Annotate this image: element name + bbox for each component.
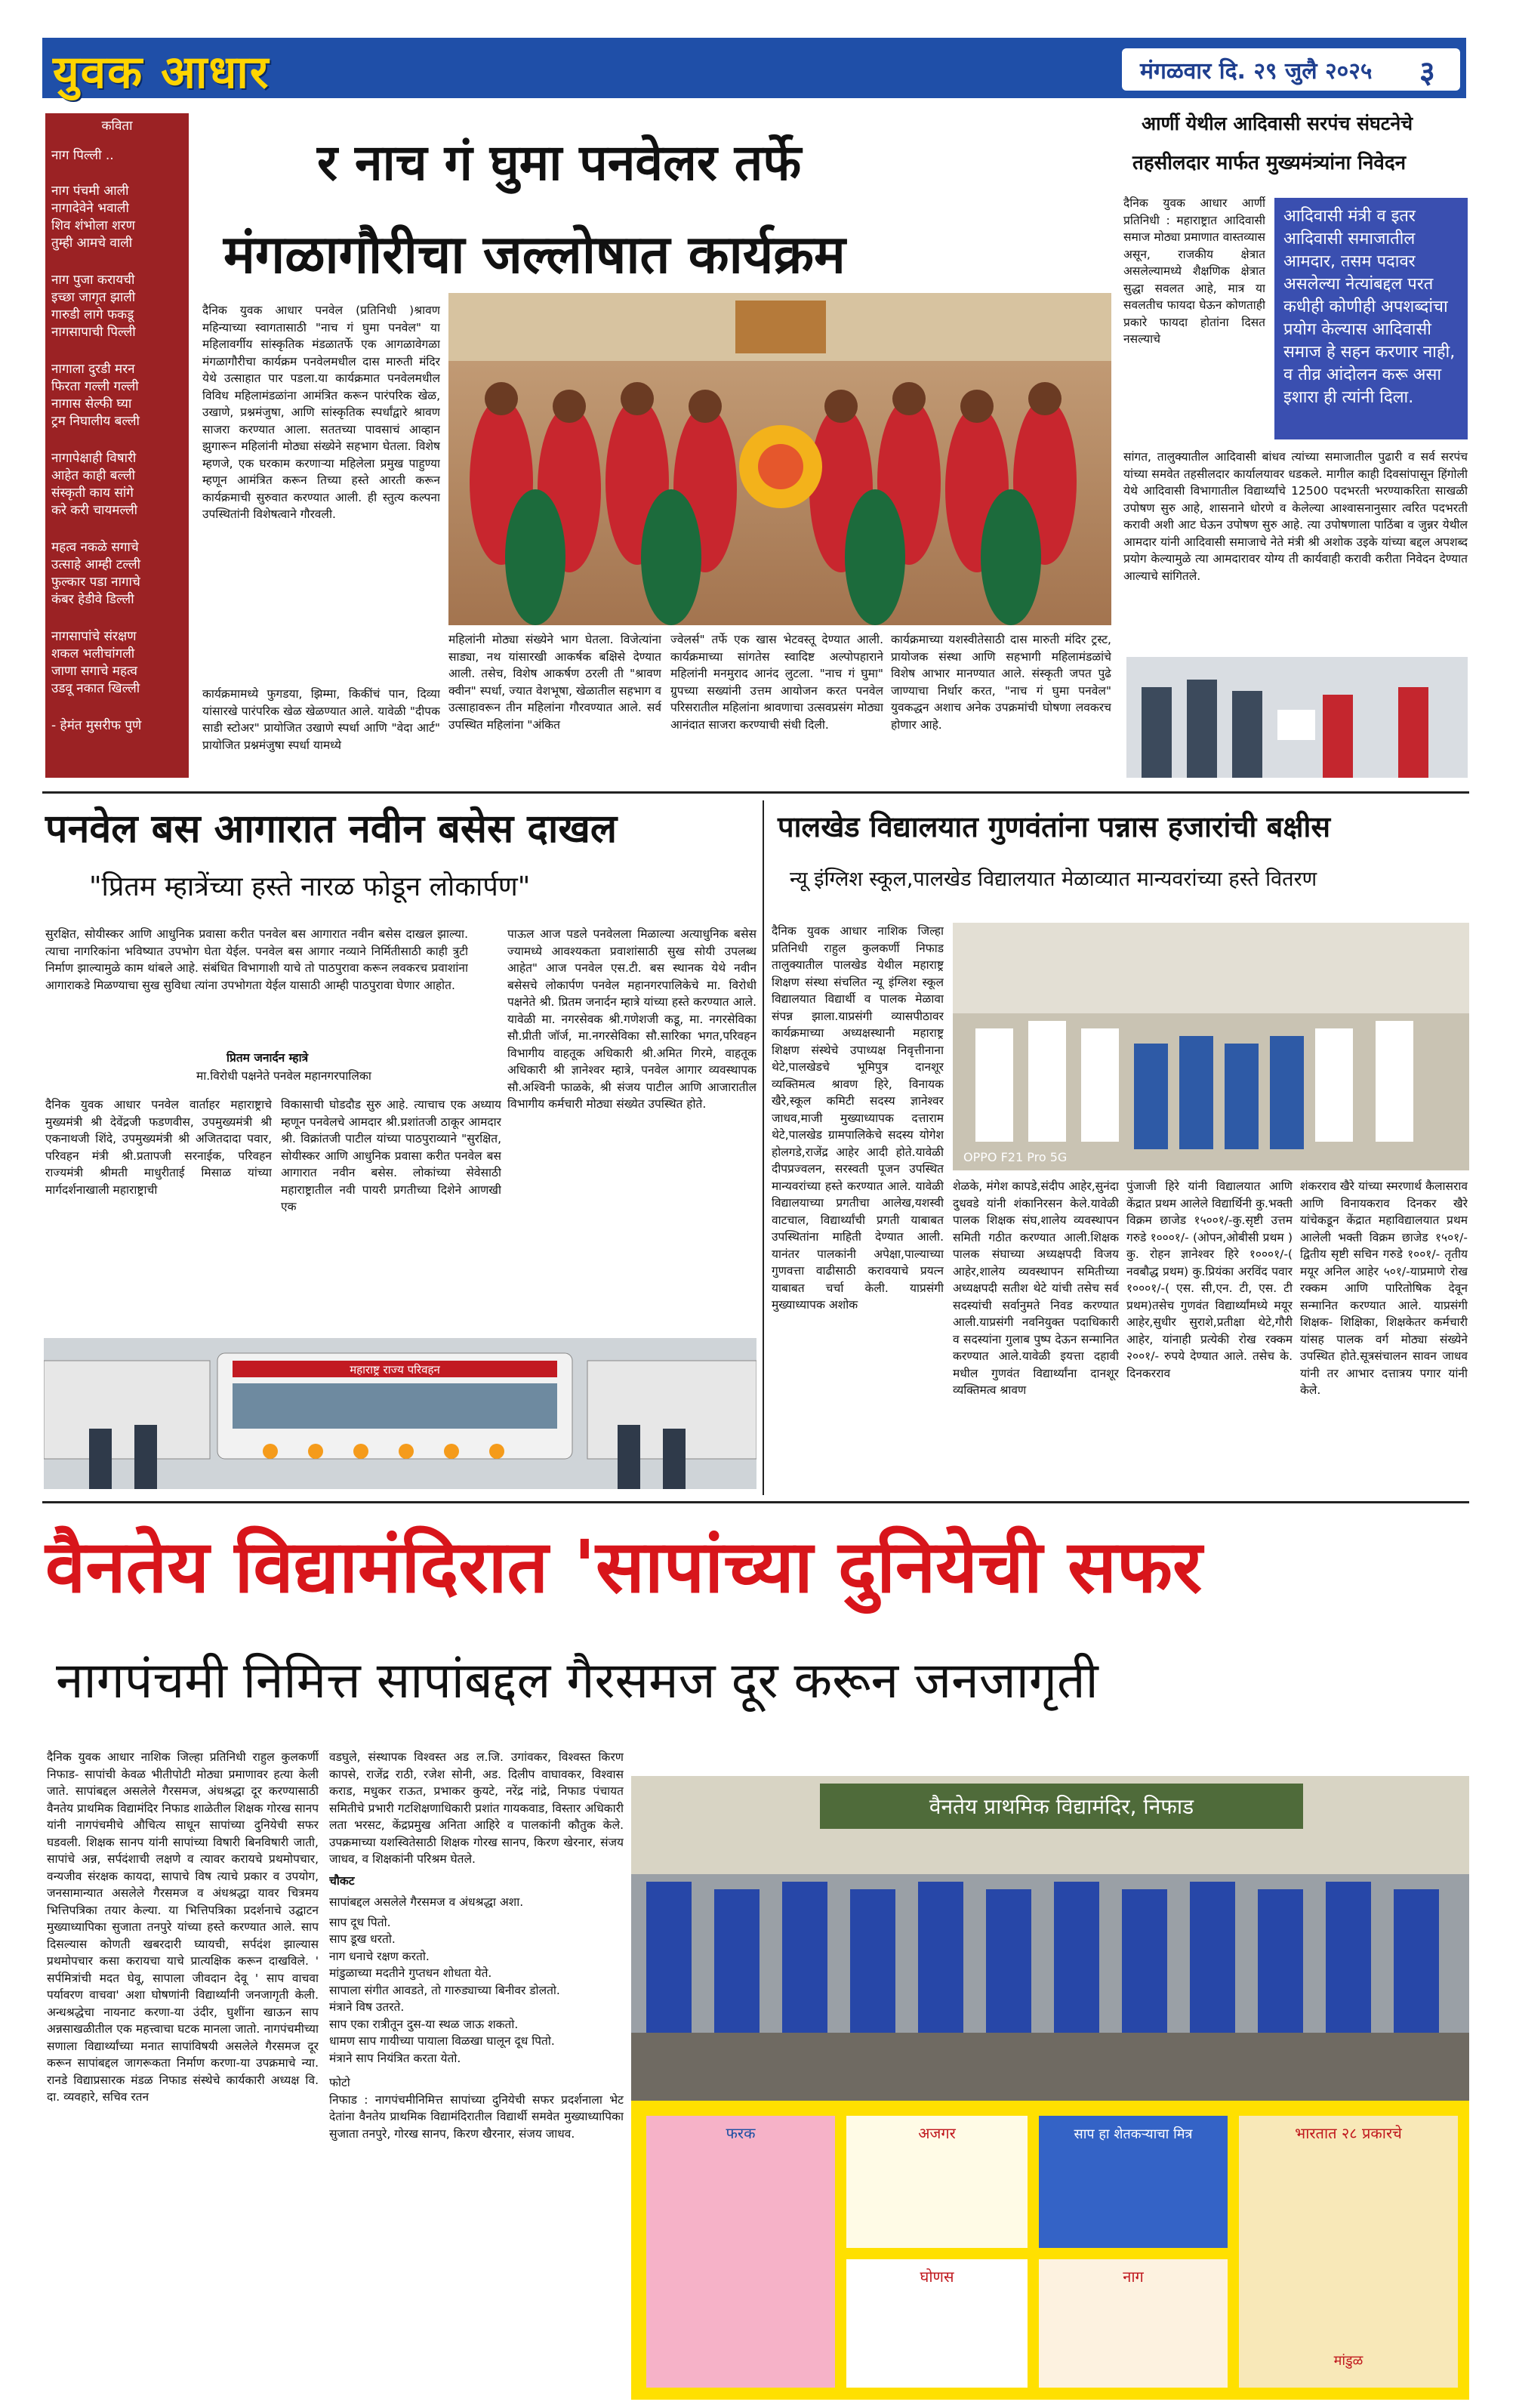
poem-line: शिव शंभोला शरण (51, 218, 135, 233)
poem-line: उत्साहे आम्ही टल्ली (51, 557, 141, 572)
myth-item: नाग धनाचे रक्षण करतो. (329, 1949, 430, 1963)
poem-line: संस्कृती काय सांगे (51, 486, 134, 501)
camera-watermark: OPPO F21 Pro 5G (963, 1150, 1068, 1164)
poem-line: शकल भलीचांगली (51, 646, 135, 661)
poem-label: कविता (101, 119, 133, 134)
myth-item: साप दूध पितो. (329, 1915, 391, 1929)
poem-line: नागास सेल्फी घ्या (51, 396, 132, 412)
mangalagauri-col1: दैनिक युवक आधार पनवेल (प्रतिनिधी )श्रावण महिन्याच्या स्वागतासाठी "नाच गं घुमा पनवेल" या महिलावर्गीय सांस्कृतिक मंडळातर्फे एक आगळावेगळा मंगळागौरीचा कार्यक्रम पनवेलमधील दास मारुती मंदिर येथे उत्साहात पार पडला.या कार्यक्रमात पनवेलमधील विविध महिलामंडळांना आमंत्रित करून पारंपरिक खेळ, उखाणे, प्रश्नमंजुषा, आणि सांस्कृतिक स्पर्धांद्वारे श्रावण साजरा करण्यात आला. सततच्या पावसाचं आव्हान झुगारून महिलांनी मोठ्या संख्येने सहभाग घेतला. विशेष म्हणजे, एक घरकाम करणाऱ्या महिलेला प्रमुख पाहुण्या म्हणून आमंत्रित करून तिच्या हस्ते आरती करून कार्यक्रमाची सुरुवात करण्यात आली. ही स्तुत्य कल्पना उपस्थितांनी विशेषत्वाने गौरवली. (202, 304, 440, 521)
mangalagauri-col3: ज्वेलर्स" तर्फे एक खास भेटवस्तू देण्यात आली. कार्यक्रमाच्या सांगतेस स्वादिष्ट अल्पोपहाराने महिलांनी मनमुराद आनंद लुटला. "नाच गं घुमा" ग्रुपच्या सख्यांनी उत्तम आयोजन करत पनवेल परिसरातील महिलांना श्रावणाचा उत्सवप्रसंग मोठ्या आनंदात साजरा करण्याची संधी दिली. (670, 633, 883, 732)
bus-quote-by: प्रितम जनार्दन म्हात्रे (226, 1051, 309, 1065)
bus-intro: सुरक्षित, सोयीस्कर आणि आधुनिक प्रवासा करीत पनवेल बस आगारात नवीन बसेस दाखल झाल्या. त्याचा नागरिकांना भविष्यात उपभोग घेता येईल. पनवेल बस आगार नव्याने निर्मितीसाठी काही त्रुटी निर्माण झाल्यामुळे काम थांबले आहे. संबंधित विभागाशी याचे तो पाठपुरावा करून लवकरच प्रवाशांना आगाराकडे मिळण्याचा सुख सुविधा त्यांना उपभोगता येईल यासाठी आम्ही पाठपुरावा घेणार आहोत. (45, 927, 468, 992)
school-sign-text: वैनतेय प्राथमिक विद्यामंदिर, निफाड (929, 1794, 1194, 1819)
palkhed-photo (953, 923, 1469, 1170)
poem-line: नागाला दुरडी मरन (51, 362, 135, 377)
poem-line: जाणा सगाचे महत्व (51, 664, 137, 679)
section-divider (42, 1501, 1469, 1503)
mangalagauri-photo (448, 293, 1111, 625)
vainatey-myths-list (329, 1914, 624, 2067)
bus-headline: पनवेल बस आगारात नवीन बसेस दाखल (45, 806, 618, 852)
poem-line: नाग पुजा करायची (51, 273, 135, 288)
poem-box (45, 113, 189, 778)
myth-item: मंत्राने विष उतरते. (329, 2000, 405, 2014)
bus-sign-text: महाराष्ट्र राज्य परिवहन (350, 1363, 440, 1377)
bus-col1: दैनिक युवक आधार पनवेल वार्ताहर महाराष्ट्राचे मुख्यमंत्री श्री देवेंद्रजी फडणवीस, उपमुख्यमंत्री श्री एकनाथजी शिंदे, उपमुख्यमंत्री श्री अजितदादा पवार, परिवहन मंत्री श्री.प्रतापजी सरनाईक, परिवहन राज्यमंत्री श्रीमती माधुरीताई मिसाळ यांच्या मार्गदर्शनाखाली महाराष्ट्राची (45, 1098, 272, 1197)
poster-title: मांडुळ (1333, 2353, 1363, 2369)
palkhed-subheadline: न्यू इंग्लिश स्कूल,पालखेड विद्यालयात मेळाव्यात मान्यवरांच्या हस्ते वितरण (790, 868, 1317, 891)
myth-item: सापाला संगीत आवडते, तो गारुड्याच्या बिनीवर डोलतो. (329, 1983, 560, 1997)
masthead-logo: युवक आधार (53, 46, 270, 99)
vainatey-photo (631, 1776, 1469, 2400)
page-number: ३ (1419, 55, 1435, 90)
poster-title: फरक (726, 2124, 756, 2142)
bus-col3: पाऊल आज पडले पनवेलला मिळाल्या अत्याधुनिक बसेस ज्यामध्ये आवश्यकता प्रवाशांसाठी सुख सोयी उपलब्ध आहेत" आज पनवेल एस.टी. बस स्थानक येथे नवीन बसेसचे लोकार्पण पनवेल महानगरपालिकेचे मा. विरोधी पक्षनेते श्री. प्रितम जनार्दन म्हात्रे यांच्या हस्ते करण्यात आले. यावेळी मा. नगरसेवक श्री.गणेशजी कडू, मा. नगरसेविका सौ.प्रीती जॉर्ज, मा.नगरसेविका सौ.सारिका भगत,परिवहन विभागीय वाहतूक अधिकारी श्री.अमित गिरमे, वाहतूक अधिकारी श्री ज्ञानेश्वर म्हात्रे, पनवेल आगार व्यवस्थापक सौ.अश्विनी फाळके, श्री संजय पाटील आणि आजारातील विभागीय कर्मचारी मोठ्या संख्येत उपस्थित होते. (507, 927, 756, 1111)
palkhed-col1: दैनिक युवक आधार नाशिक जिल्हा प्रतिनिधी राहुल कुलकर्णी निफाड तालुक्यातील पालखेड येथील महाराष्ट्र शिक्षण संस्था संचलित न्यू इंग्लिश स्कूल विद्यालयात विद्यार्थी व पालक मेळावा संपन्न झाला.याप्रसंगी व्यासपीठावर कार्यक्रमाच्या अध्यक्षस्थानी महाराष्ट्र शिक्षण संस्थेचे उपाध्यक्ष निवृत्तीनाना थेटे,पालखेडचे भूमिपुत्र दानशूर व्यक्तिमत्व श्रावण हिरे, विनायक खैरे,स्कूल कमिटी सदस्य ज्ञानेश्वर जाधव,माजी मुख्याध्यापक दत्ताराम थेटे,पालखेड ग्रामपालिकेचे सदस्य योगेश होलगडे,राजेंद्र आहेर आदी होते.यावेळी दीपप्रज्वलन, सरस्वती पूजन उपस्थित मान्यवरांच्या हस्ते करण्यात आले. यावेळी विद्यालयाच्या प्रगतीचा आलेख,यशस्वी वाटचाल, विद्यार्थ्यांची प्रगती याबाबत उपस्थितांना माहिती देण्यात आली. यानंतर पालकांनी अपेक्षा,पाल्याच्या गुणवत्ता वाढीसाठी करावयाचे प्रयत्न याबाबत चर्चा केली. याप्रसंगी मुख्याध्यापक अशोक (772, 924, 944, 1312)
adivasi-headline-2: तहसीलदार मार्फत मुख्यमंत्र्यांना निवेदन (1132, 152, 1407, 174)
mangalagauri-headline-1: र नाच गं घुमा पनवेलर तर्फे (317, 134, 802, 192)
poem-line: ट्रम निघालीय बल्ली (51, 414, 140, 429)
myth-item: मंत्राने साप नियंत्रित करता येतो. (329, 2051, 461, 2065)
mangalagauri-col1b: कार्यक्रमामध्ये फुगडया, झिम्मा, किकींचं पान, दिव्या यांसारखे पारंपरिक खेळ खेळण्यात आले. यावेळी "दीपक साडी स्टोअर" प्रायोजित उखाणे स्पर्धा आणि "वेदा आर्ट" प्रायोजित प्रश्नमंजुषा स्पर्धा यामध्ये (202, 687, 440, 752)
bus-subheadline: "प्रितम म्हात्रेंच्या हस्ते नारळ फोडून लोकार्पण" (89, 871, 531, 902)
myth-item: धामण साप गायीच्या पायाला विळखा घालून दूध पितो. (329, 2034, 555, 2048)
poem-line: गारुडी लागे फकडू (51, 307, 134, 322)
column-divider (763, 800, 764, 1495)
memorandum-photo-illustration (1126, 657, 1468, 778)
vainatey-box-title: चौकट (329, 1873, 355, 1888)
poster-title: अजगर (918, 2124, 956, 2142)
adivasi-photo (1126, 657, 1468, 778)
poster-title: घोणस (920, 2268, 954, 2286)
bus-photo-illustration (44, 1338, 756, 1489)
palkhed-col4: शंकरराव खैरे यांच्या स्मरणार्थ कैलासराव आणि विनायकराव दिनकर खैरे यांचेकडून केंद्रात महाविद्यालयात प्रथम आलेली भक्ती विक्रम छाजेड १५०१/- द्वितीय सृष्टी सचिन गरुडे १००१/- तृतीय मयूर अनिल आहेर ५०१/-याप्रमाणे रोख रक्कम आणि पारितोषिक देवून सन्मानित करण्यात आले. याप्रसंगी शिक्षक- शिक्षिका, शिक्षकेतर कर्मचारी यांसह पालक वर्ग मोठ्या संख्येने उपस्थित होते.सूत्रसंचालन सावन जाधव यांनी तर आभार दत्तात्रय पगार यांनी केले. (1300, 1179, 1468, 1397)
vainatey-headline: वैनतेय विद्यामंदिरात 'सापांच्या दुनियेची सफर (45, 1525, 1203, 1609)
vainatey-subheadline: नागपंचमी निमित्त सापांबद्दल गैरसमज दूर करून जनजागृती (56, 1651, 1098, 1710)
group-photo-illustration (448, 293, 1111, 625)
poem-line: महत्व नकळे सगाचे (51, 540, 139, 555)
palkhed-col2: शेळके, मंगेश कापडे,संदीप आहेर,सुनंदा दुधवडे यांनी शंकानिरसन केले.यावेळी पालक शिक्षक संघ,शालेय व्यवस्थापन समिती गठीत करण्यात आली.शिक्षक पालक संघाच्या अध्यक्षपदी विजय आहेर,शालेय व्यवस्थापन समितीच्या अध्यक्षपदी सतीश थेटे यांची तसेच सर्व सदस्यांची सर्वानुमते निवड करण्यात आली.याप्रसंगी नवनियुक्त पदाधिकारी व सदस्यांना गुलाब पुष्प देऊन सन्मानित करण्यात आले.यावेळी इयत्ता दहावी मधील गुणवंत विद्यार्थ्यांना दानशूर व्यक्तिमत्व श्रावण (953, 1179, 1119, 1397)
poem-line: नागसापाची पिल्ली (51, 325, 136, 340)
poem-line: आहेत काही बल्ली (51, 468, 136, 483)
poem-line: नागापेक्षाही विषारी (51, 451, 137, 466)
vainatey-col2-wrap (329, 1749, 624, 2401)
mangalagauri-col2: महिलांनी मोठ्या संख्येने भाग घेतला. विजेत्यांना साड्या, नथ यांसारखी आकर्षक बक्षिसे देण्यात आली. तसेच, विशेष आकर्षण ठरली ती "श्रावण क्वीन" स्पर्धा, ज्यात वेशभूषा, खेळातील सहभाग व उत्साहावरून तीन महिलांना गौरवण्यात आले. सर्व उपस्थित महिलांना "अंकित (448, 633, 661, 732)
poem-line: फिरता गल्ली गल्ली (51, 379, 139, 394)
poster-title: साप हा शेतकऱ्याचा मित्र (1074, 2126, 1193, 2142)
poem-line: तुम्ही आमचे वाली (51, 236, 133, 251)
poster-title: नाग (1123, 2268, 1144, 2286)
myth-item: साप डूख धरतो. (329, 1932, 396, 1946)
poem-line: फुल्कार पडा नागाचे (51, 575, 140, 590)
mangalagauri-col4: कार्यक्रमाच्या यशस्वीतेसाठी दास मारुती मंदिर ट्रस्ट, प्रायोजक संस्था आणि सहभागी महिलामंडळांचे विशेष आभार मानण्यात आले. संस्कृती जपत पुढे जाण्याचा निर्धार करत, "नाच गं घुमा पनवेल" युवकद्धन अशाच अनेक उपक्रमांची घोषणा लवकरच होणार आहे. (891, 633, 1111, 732)
mangalagauri-headline-2: मंगळागौरीचा जल्लोषात कार्यक्रम (223, 224, 846, 285)
poem-title: नाग पिल्ली .. (51, 148, 114, 163)
poem-line: इच्छा जागृत झाली (51, 290, 136, 305)
poem-line: कंबर हेडीवे डिल्ली (51, 592, 134, 607)
snake-exhibition-illustration (631, 1776, 1469, 2400)
bus-photo (44, 1338, 756, 1489)
vainatey-col2: वडघुले, संस्थापक विश्वस्त अड ल.जि. उगांवकर, विश्वस्त किरण कापसे, राजेंद्र राठी, रजेश सोनी, अड. दिलीप वाघावकर, विश्वास कराड, मधुकर राऊत, प्रभाकर कुयटे, नरेंद्र नांद्रे, निफाड पंचायत समितीचे प्रभारी गटशिक्षणाधिकारी प्रशांत गायकवाड, विस्तार अधिकारी लता भरसट, केंद्रप्रमुख अनिता आहिरे व पालकांनी कौतुक केले. उपक्रमाच्या यशस्वितेसाठी शिक्षक गोरख सानप, किरण खेरनार, संजय जाधव, व शिक्षकांनी परिश्रम घेतले. (329, 1750, 624, 1866)
vainatey-photo-label: फोटो (329, 2076, 350, 2089)
adivasi-body: सांगत, तालुक्यातील आदिवासी बांधव त्यांच्या समाजातील पुढारी व सर्व सरपंच यांच्या समवेत तहसीलदार कार्यालयावर धडकले. मागील काही दिवसांपासून हिंगोली येथे आदिवासी विभागातील विद्यार्थ्यांचे 12500 पदभरती भरण्याकरिता साखळी उपोषण सुरु आहे, शासनाने धोरणे व केलेल्या आश्वासनानुसार त्वरित पदभरती करावी अशी आट घेऊन उपोषण सुरु आहे. त्या उपोषणाला पाठिंबा व जुन्नर येथील आमदार यांनी आदिवासी समाजाचे नेते मंत्री श्री अशोक उइके यांच्या बद्दल अपशब्द प्रयोग केल्यामुळे त्या आमदारावर योग्य ती कार्यवाही करावी करीता निवेदन देण्यात आल्याचे सांगितले. (1123, 450, 1468, 583)
adivasi-col-left: दैनिक युवक आधार आर्णी प्रतिनिधी : महाराष्ट्रात आदिवासी समाज मोठ्या प्रमाणात वास्तव्यास असून, राजकीय क्षेत्रात असलेल्यामध्ये शैक्षणिक क्षेत्रात सुद्धा सवलत आहे, मात्र या सवलतीच फायदा घेऊन कोणताही प्रकारे फायदा होतांना दिसत नसल्याचे (1123, 196, 1265, 346)
poem-line: उडवू नकात खिल्ली (51, 681, 140, 696)
vainatey-photo-caption: निफाड : नागपंचमीनिमित्त सापांच्या दुनियेची सफर प्रदर्शनाला भेट देतांना वैनतेय प्राथमिक विद्यामंदिरातील विद्यार्थी समवेत मुख्याध्यापिका सुजाता तनपुरे, गोरख सानप, किरण खैरनार, संजय जाधव. (329, 2092, 624, 2141)
myth-item: साप एका रात्रीतून दुस-या स्थळ जाऊ शकतो. (329, 2017, 519, 2031)
vainatey-col1: दैनिक युवक आधार नाशिक जिल्हा प्रतिनिधी राहुल कुलकर्णी निफाड- सापांची केवळ भीतीपोटी मोठ्या प्रमाणावर हत्या केली जाते. सापांबद्दल असलेले गैरसमज, अंधश्रद्धा दूर करण्यासाठी वैनतेय प्राथमिक विद्यामंदिर निफाड शाळेतील शिक्षक गोरख सानप यांनी नागपंचमीचे औचित्य साधून सापांच्या दुनियेची सफर घडवली. शिक्षक सानप यांनी सापांच्या विषारी बिनविषारी जाती, सापांचे अन्न, सर्पदंशाची लक्षणे व त्यावर करायचे प्रथमोपचार, वन्यजीव संरक्षक कायदा, सापाचे विष त्याचे प्रकार व उपयोग, जनसामान्यात असलेले गैरसमज व अंधश्रद्धा यावर चित्रमय भित्तिपत्रिका तयार केल्या. या भित्तिपत्रिका प्रदर्शनाचे उद्घाटन मुख्याध्यापिका सुजाता तनपुरे यांच्या हस्ते करण्यात आले. साप दिसल्यास कोणती खबरदारी घ्यायची, सर्पदंश झाल्यास प्रथमोपचार कसा करायचा याचे प्रात्यक्षिक करून दाखविले. ' सर्पमित्रांची मदत घेवू, सापाला जीवदान देवू ' साप वाचवा पर्यावरण वाचवा' अशा घोषणांनी विद्यार्थ्यांनी जनजागृती केली. अन्धश्रद्धेचा नायनाट करणा-या उंदीर, घुशींना खाऊन साप अन्नसाखळीतील एक महत्त्वाचा घटक मानला जातो. नागपंचमीच्या सणाला विद्यार्थ्यांच्या मनात सापांविषयी असलेले गैरसमज दूर करून सापांबद्दल जागरूकता निर्माण करणा-या उपक्रमाचे न्या. रानडे विद्याप्रसारक मंडळ निफाड संस्थेचे कार्यकारी अध्यक्ष वि. दा. व्यवहारे, सचिव रतन (47, 1750, 319, 2104)
bus-col2: विकासाची घोडदौड सुरु आहे. त्याचाच एक अध्याय म्हणून पनवेलचे आमदार श्री.प्रशांतजी ठाकूर आमदार श्री. विक्रांतजी पाटील यांच्या पाठपुराव्याने "सुरक्षित, सोयीस्कर आणि आधुनिक प्रवासा करीत पनवेल बस आगारात नवीन बसेस. लोकांच्या सेवेसाठी महाराष्ट्रातील नवी पायरी प्रगतीच्या दिशेने आणखी एक (281, 1098, 501, 1213)
issue-date: मंगळवार दि. २९ जुलै २०२५ (1140, 58, 1373, 85)
poem-author: - हेमंत मुसरीफ पुणे (51, 718, 142, 733)
palkhed-col3: पुंजाजी हिरे यांनी विद्यालयात आणि केंद्रात प्रथम आलेले विद्यार्थिनी कु.भक्ती विक्रम छाजेड १५००१/-कु.सृष्टी उत्तम गरुडे १०००१/- (ओपन,ओबीसी प्रथम ) कु. रोहन ज्ञानेश्वर हिरे १०००१/-( नवबौद्ध प्रथम) कु.प्रियंका अरविंद पवार १०००१/-( एस. सी,एन. टी, एस. टी प्रथम)तसेच गुणवंत विद्यार्थ्यांमध्ये मयूर आहेर,सुधीर सुराशे,प्रतीक्षा थेटे,गौरी आहेर, यांनाही प्रत्येकी रोख रक्कम २००१/- रुपये देण्यात आले. तसेच के. दिनकरराव (1126, 1179, 1293, 1380)
poem-line: नागसापांचे संरक्षण (51, 629, 137, 644)
section-divider (42, 791, 1469, 794)
bus-quote-role: मा.विरोधी पक्षनेते पनवेल महानगरपालिका (196, 1069, 371, 1083)
adivasi-headline-1: आर्णी येथील आदिवासी सरपंच संघटनेचे (1142, 113, 1413, 134)
adivasi-quote-box: आदिवासी मंत्री व इतर आदिवासी समाजातील आमदार, तसम पदावर असलेल्या नेत्यांबद्दल परत कधीही कोणीही अपशब्दांचा प्रयोग केल्यास आदिवासी समाज हे सहन करणार नाही, व तीव्र आंदोलन करू असा इशारा ही त्यांनी दिला. (1274, 198, 1468, 439)
poem-line: नाग पंचमी आली (51, 183, 129, 199)
palkhed-headline: पालखेड विद्यालयात गुणवंतांना पन्नास हजारांची बक्षीस (778, 810, 1331, 843)
poem-line: करे करी चायमल्ली (51, 503, 138, 518)
vainatey-myths-heading: सापांबद्दल असलेले गैरसमज व अंधश्रद्धा अशा. (329, 1895, 524, 1909)
poster-title: भारतात २८ प्रकारचे (1295, 2124, 1402, 2142)
myth-item: मांडुळाच्या मदतीने गुप्तधन शोधता येते. (329, 1966, 492, 1980)
poem-line: नागादेवेने भवाली (51, 201, 129, 216)
school-photo-illustration (953, 923, 1469, 1170)
